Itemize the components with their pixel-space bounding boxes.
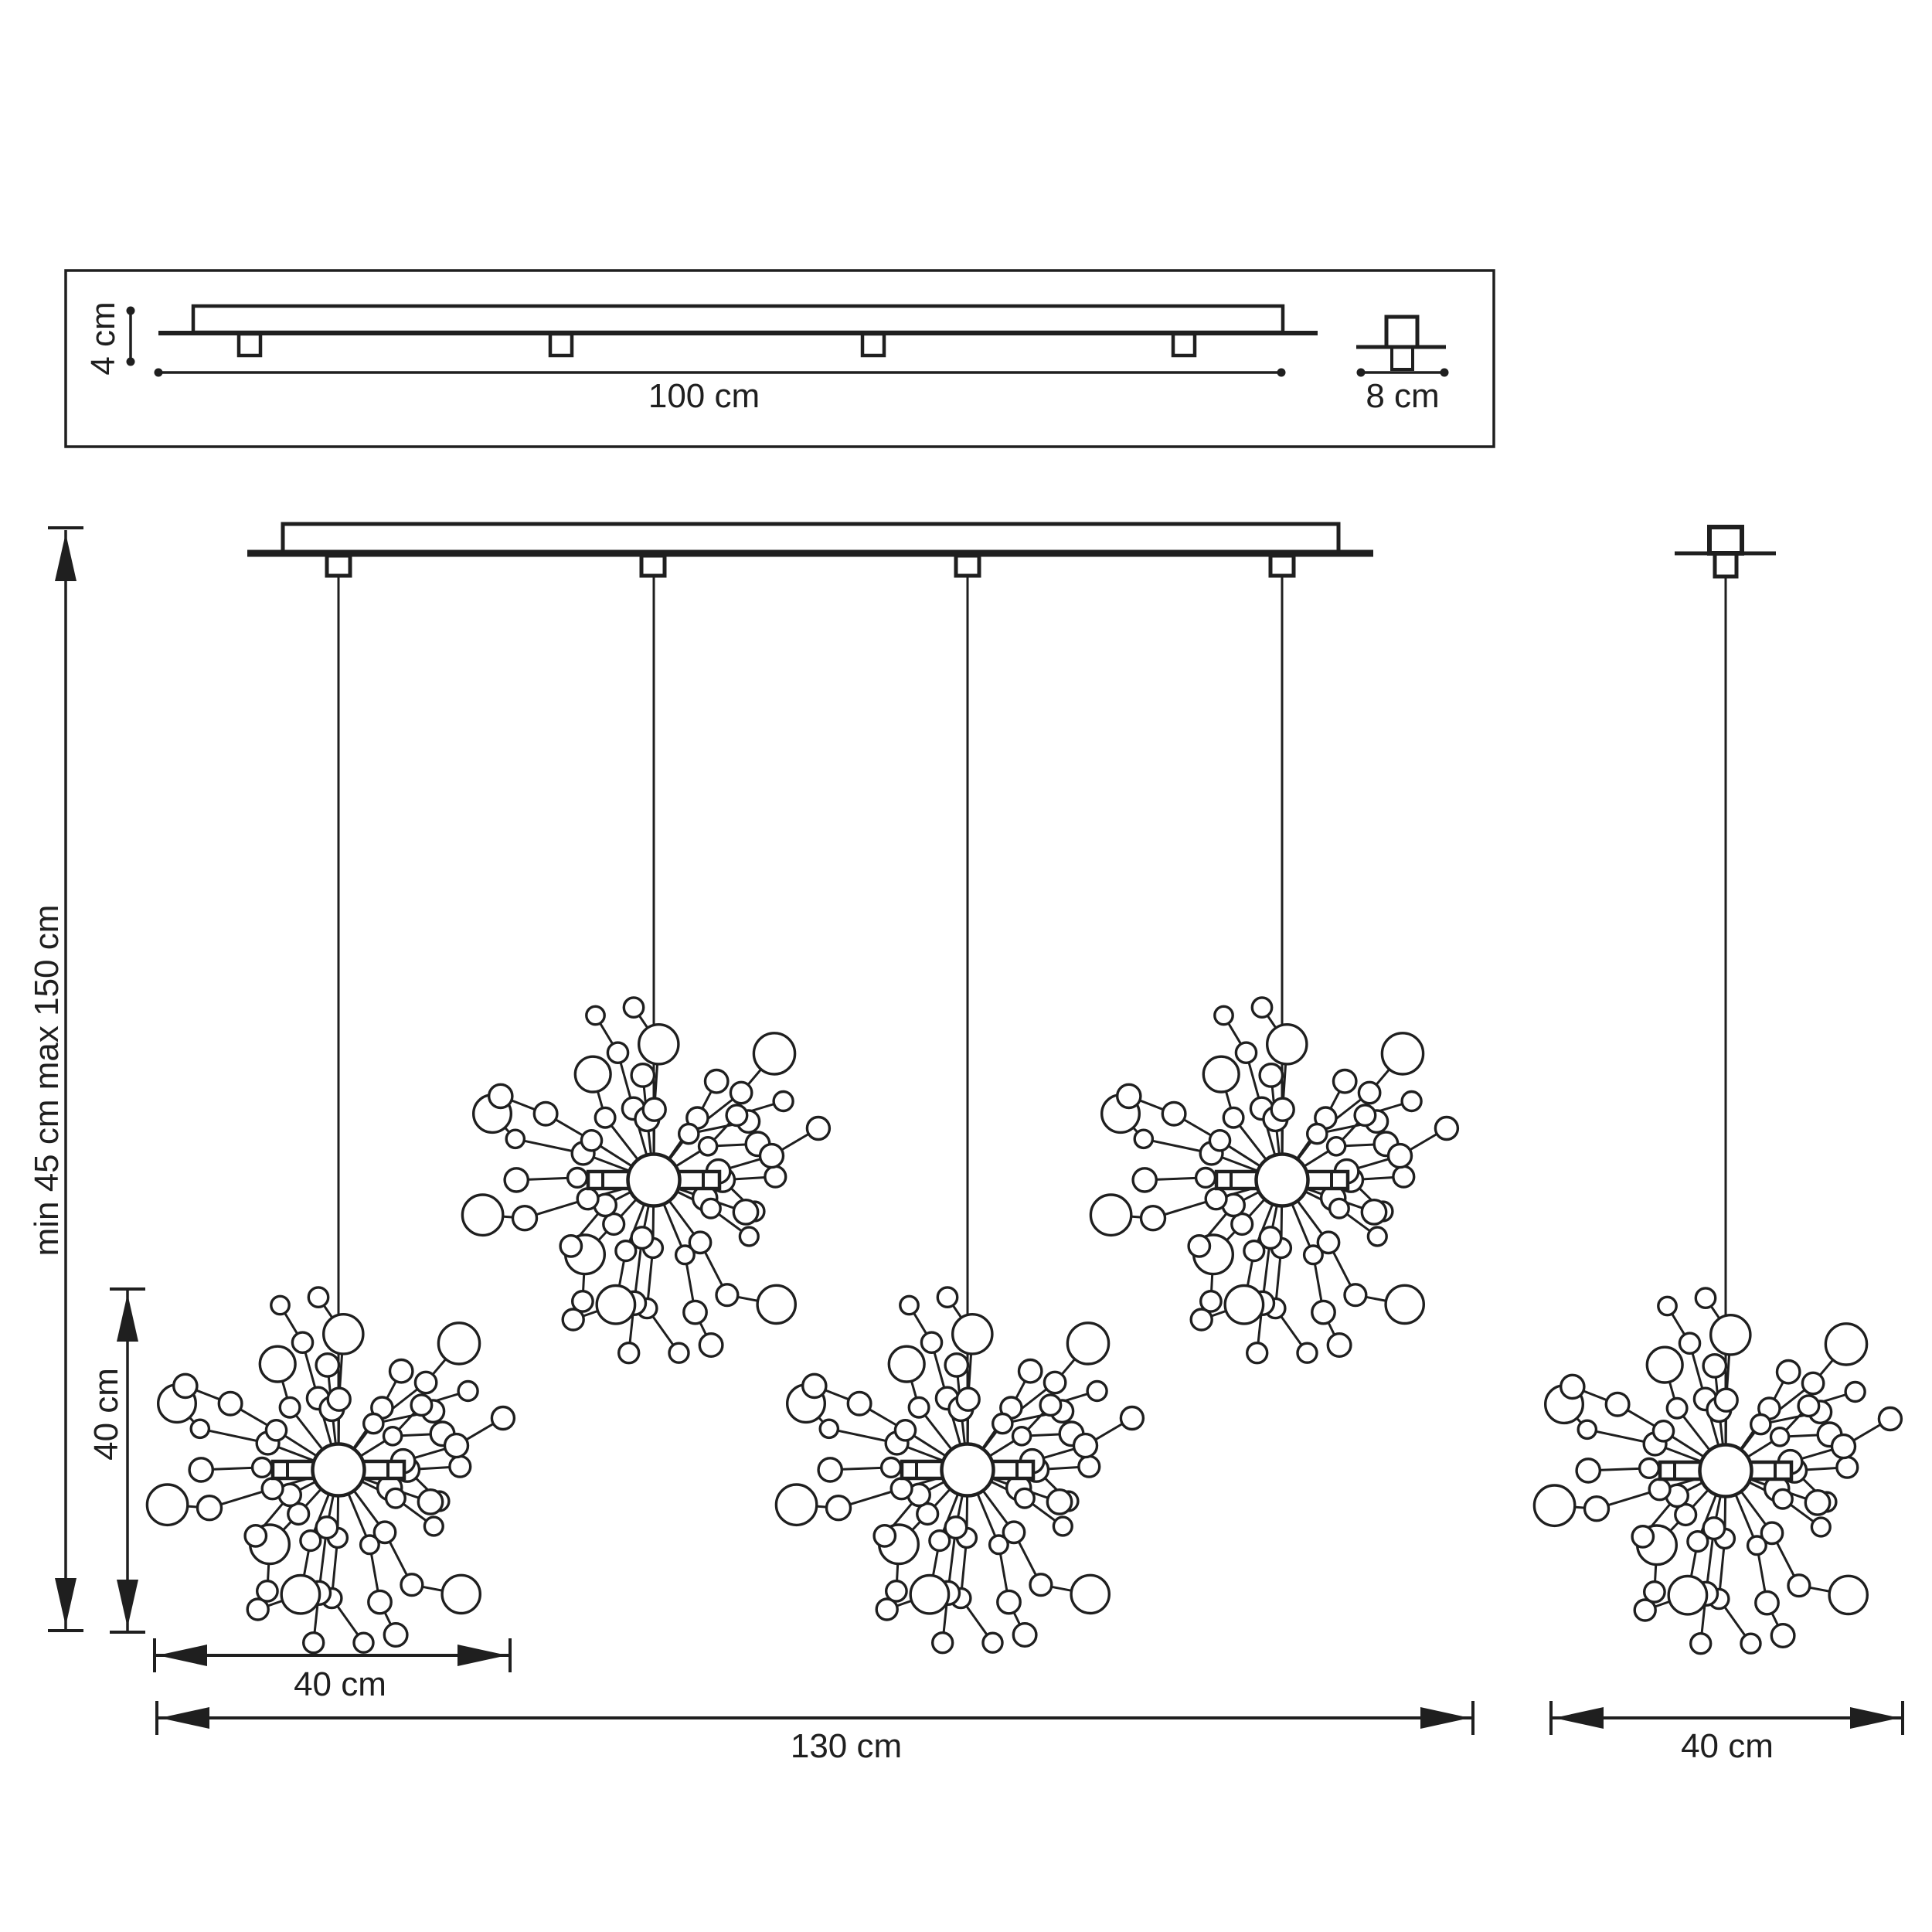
bulb-circle [1402, 1092, 1421, 1111]
bulb-circle [390, 1360, 413, 1383]
bulb-circle [1328, 1334, 1351, 1357]
bulb-circle [1640, 1459, 1659, 1478]
bulb-circle [740, 1227, 758, 1246]
bulb-circle [1649, 1479, 1670, 1500]
top-view-panel [66, 270, 1494, 447]
bulb-circle [624, 998, 643, 1017]
bulb-circle [384, 1427, 402, 1445]
bulb-circle [803, 1374, 826, 1397]
hanger-tab [550, 334, 572, 355]
bulb-circle [910, 1576, 948, 1614]
front-view [48, 524, 1903, 1735]
bulb-circle [1777, 1361, 1800, 1383]
bulb-circle [639, 1025, 679, 1064]
bulb-circle [384, 1624, 407, 1647]
hanger-tab [862, 334, 884, 355]
bulb-circle [1825, 1324, 1866, 1365]
bulb-circle [1435, 1117, 1458, 1140]
bulb-circle [1067, 1323, 1108, 1364]
bulb-circle [386, 1488, 406, 1508]
bulb-circle [450, 1456, 471, 1477]
bulb-circle [669, 1343, 689, 1362]
fixture-width-label: 130 cm [790, 1727, 903, 1765]
bulb-circle [1632, 1526, 1653, 1547]
canopy-side-view [1356, 317, 1446, 369]
panel-border [66, 270, 1494, 447]
single-head-width-label: 40 cm [1681, 1727, 1774, 1765]
bulb-circle [1334, 1070, 1356, 1093]
bulb-circle [1837, 1457, 1858, 1478]
bulb-circle [301, 1531, 321, 1551]
front-view-labels [28, 905, 1774, 1765]
bulb-circle [445, 1434, 468, 1458]
bulb-circle [1079, 1456, 1100, 1477]
bulb-circle [1362, 1200, 1386, 1224]
bulb-circle [1141, 1206, 1165, 1230]
cord-connector [956, 556, 979, 576]
bulb-circle [568, 1168, 587, 1188]
bulb-circle [933, 1633, 953, 1653]
bulb-circle [401, 1574, 423, 1596]
pendant-heads [147, 998, 1901, 1654]
bulb-circle [945, 1354, 968, 1376]
bulb-circle [765, 1166, 786, 1187]
bulb-circle [807, 1117, 829, 1140]
bulb-circle [1606, 1393, 1629, 1416]
bulb-circle [1206, 1189, 1226, 1209]
bulb-circle [1162, 1102, 1185, 1125]
bulb-circle [1658, 1297, 1676, 1315]
bulb-circle [1359, 1082, 1379, 1103]
bulb-circle [260, 1346, 295, 1382]
bulb-circle [684, 1301, 706, 1323]
bulb-circle [607, 1043, 628, 1063]
bulb-circle [990, 1536, 1009, 1554]
bulb-circle [1832, 1435, 1855, 1458]
bulb-circle [1561, 1375, 1584, 1398]
bulb-circle [818, 1458, 842, 1481]
bulb-circle [909, 1397, 929, 1417]
bulb-circle [882, 1458, 901, 1478]
bulb-circle [506, 1130, 524, 1148]
bulb-circle [1133, 1168, 1156, 1192]
bulb-circle [1189, 1236, 1209, 1257]
bulb-circle [774, 1092, 793, 1111]
bulb-circle [1647, 1347, 1682, 1383]
bulb-circle [937, 1287, 957, 1307]
bulb-circle [1247, 1343, 1267, 1363]
bulb-circle [1298, 1343, 1317, 1362]
bulb-circle [1798, 1396, 1819, 1417]
bulb-circle [1215, 1006, 1233, 1024]
bar-body [283, 524, 1338, 552]
bulb-circle [415, 1372, 436, 1393]
hanger-tab [239, 334, 260, 355]
bulb-circle [411, 1395, 432, 1416]
bulb-circle [1117, 1084, 1141, 1107]
bulb-circle [1015, 1488, 1035, 1508]
bulb-circle [1013, 1624, 1036, 1647]
bulb-circle [716, 1284, 738, 1306]
bulb-circle [458, 1382, 478, 1401]
bulb-circle [266, 1420, 286, 1440]
bulb-circle [1236, 1043, 1256, 1063]
bulb-circle [957, 1388, 979, 1410]
bulb-circle [513, 1206, 537, 1230]
bulb-circle [257, 1581, 277, 1601]
bulb-circle [1196, 1168, 1216, 1188]
bulb-circle [1645, 1582, 1665, 1602]
head-width-label: 40 cm [294, 1665, 386, 1703]
bulb-circle [1829, 1576, 1867, 1614]
bulb-circle [726, 1105, 747, 1126]
canopy-box-lower [1392, 347, 1413, 369]
bulb-circle [198, 1496, 222, 1520]
bulb-circle [560, 1236, 581, 1257]
bulb-circle [921, 1332, 941, 1352]
bulb-circle [616, 1241, 636, 1261]
bulb-circle [1071, 1575, 1109, 1613]
bulb-circle [1771, 1428, 1789, 1446]
bulb-circle [1090, 1195, 1131, 1235]
top-view-labels [84, 301, 1440, 415]
bulb-circle [1771, 1624, 1794, 1648]
bulb-circle [930, 1531, 950, 1551]
bulb-circle [1013, 1427, 1031, 1445]
bulb-circle [595, 1107, 615, 1128]
bulb-circle [424, 1517, 443, 1536]
canopy-box-upper [1709, 527, 1742, 553]
bulb-circle [619, 1343, 639, 1363]
bulb-circle [820, 1420, 838, 1437]
bulb-circle [189, 1458, 213, 1481]
bulb-circle [1534, 1485, 1574, 1526]
bulb-circle [191, 1420, 209, 1437]
head-height-label: 40 cm [87, 1368, 125, 1461]
bulb-circle [316, 1354, 338, 1376]
bulb-circle [1267, 1025, 1307, 1064]
bulb-circle [581, 1131, 601, 1151]
bulb-circle [1667, 1398, 1687, 1418]
bulb-circle [245, 1526, 266, 1546]
bulb-circle [324, 1315, 363, 1354]
hanger-tab [1173, 334, 1195, 355]
bulb-circle [573, 1291, 593, 1311]
bulb-circle [271, 1296, 289, 1314]
bulb-circle [280, 1397, 300, 1417]
bulb-circle [1019, 1360, 1042, 1383]
bulb-circle [1312, 1301, 1335, 1323]
dimension-bar-height [127, 307, 135, 366]
bulb-circle [1223, 1107, 1243, 1128]
bulb-circle [1711, 1315, 1750, 1355]
bulb-circle [900, 1296, 918, 1314]
bulb-circle [1304, 1246, 1323, 1264]
bulb-circle [886, 1581, 906, 1601]
bulb-circle [575, 1056, 611, 1092]
bulb-circle [1087, 1382, 1107, 1401]
mounting-bar-front-view [247, 524, 1373, 576]
center-sphere [628, 1155, 680, 1206]
bulb-circle [643, 1098, 665, 1121]
bulb-circle [998, 1590, 1020, 1613]
bulb-circle [442, 1575, 480, 1613]
bulb-circle [730, 1082, 751, 1103]
bulb-circle [1788, 1575, 1810, 1597]
bulb-circle [262, 1478, 283, 1499]
bulb-circle [1044, 1372, 1065, 1393]
cord-connector [1270, 556, 1294, 576]
bulb-circle [1201, 1291, 1221, 1311]
canopy-box-upper [1386, 317, 1417, 347]
bulb-circle [776, 1485, 816, 1525]
bulb-circle [587, 1006, 604, 1024]
bulb-circle [1382, 1033, 1423, 1074]
bulb-circle [462, 1195, 502, 1235]
bulb-circle [328, 1388, 350, 1410]
bulb-circle [1802, 1372, 1823, 1393]
bulb-circle [699, 1138, 717, 1155]
bulb-circle [895, 1420, 915, 1440]
bulb-circle [983, 1633, 1002, 1652]
bulb-circle [438, 1323, 479, 1364]
bulb-circle [492, 1407, 514, 1430]
dimension-bar-length [155, 369, 1286, 377]
bulb-circle [1879, 1408, 1901, 1430]
bulb-circle [369, 1590, 391, 1613]
canopy-width-label: 8 cm [1366, 377, 1440, 415]
bulb-circle [1578, 1420, 1596, 1438]
bulb-circle [1134, 1130, 1152, 1148]
bulb-circle [418, 1490, 442, 1514]
center-sphere [942, 1444, 994, 1496]
bulb-circle [489, 1084, 512, 1107]
suspension-label: min 45 cm max 150 cm [28, 904, 66, 1257]
pendant-head [776, 1287, 1143, 1653]
bulb-circle [1345, 1284, 1366, 1306]
bulb-circle [1121, 1407, 1143, 1430]
bulb-circle [1703, 1355, 1726, 1377]
bulb-circle [889, 1346, 924, 1382]
bulb-circle [874, 1526, 895, 1546]
bulb-circle [253, 1458, 272, 1478]
bulb-circle [953, 1315, 992, 1354]
bulb-circle [1741, 1634, 1760, 1653]
bulb-circle [1389, 1145, 1412, 1168]
bulb-circle [1715, 1389, 1737, 1411]
bulb-circle [1047, 1490, 1071, 1514]
bulb-circle [1030, 1574, 1052, 1596]
bulb-circle [308, 1287, 328, 1307]
bulb-circle [891, 1478, 912, 1499]
bulb-circle [733, 1200, 757, 1224]
bulb-circle [577, 1189, 598, 1209]
bulb-circle [1688, 1532, 1708, 1552]
bulb-circle [631, 1064, 654, 1087]
bulb-circle [1577, 1459, 1600, 1482]
bulb-circle [174, 1374, 197, 1397]
center-sphere [1257, 1155, 1308, 1206]
bulb-circle [679, 1124, 699, 1144]
bulb-circle [354, 1633, 373, 1652]
bulb-circle [1679, 1333, 1699, 1353]
bar-height-label: 4 cm [84, 301, 122, 376]
bulb-circle [304, 1633, 324, 1653]
bulb-circle [1203, 1056, 1239, 1092]
bulb-circle [1653, 1421, 1673, 1441]
bulb-circle [676, 1246, 695, 1264]
bulb-circle [505, 1168, 528, 1192]
bulb-circle [1751, 1415, 1770, 1434]
center-sphere [1700, 1445, 1752, 1497]
bulb-circle [1355, 1105, 1376, 1126]
bulb-circle [699, 1334, 723, 1357]
bulb-circle [1691, 1634, 1711, 1654]
bulb-circle [1811, 1518, 1830, 1536]
bulb-circle [1330, 1199, 1349, 1218]
bulb-circle [1308, 1124, 1327, 1144]
bulb-circle [1393, 1166, 1414, 1187]
bulb-circle [534, 1102, 557, 1125]
bulb-circle [1845, 1383, 1865, 1402]
bulb-circle [1040, 1395, 1061, 1416]
bulb-circle [993, 1414, 1012, 1434]
bulb-circle [1271, 1098, 1294, 1121]
bulb-circle [361, 1536, 379, 1554]
bulb-circle [1386, 1285, 1423, 1323]
bulb-circle [1244, 1241, 1264, 1261]
bar-length-label: 100 cm [648, 377, 760, 415]
cord-connector [641, 556, 665, 576]
mounting-bar-side-view [158, 306, 1318, 355]
bulb-circle [147, 1485, 187, 1525]
bulb-circle [1225, 1286, 1263, 1324]
suspension-cords [338, 576, 1282, 1470]
bulb-circle [1774, 1489, 1793, 1509]
bulb-circle [1368, 1227, 1386, 1246]
pendant-head [147, 1287, 514, 1653]
bulb-circle [1209, 1131, 1230, 1151]
bulb-circle [1696, 1288, 1715, 1308]
bulb-circle [1260, 1064, 1282, 1087]
cord-connector [327, 556, 350, 576]
pendant-head [1090, 998, 1458, 1363]
bulb-circle [702, 1199, 721, 1218]
bulb-circle [1756, 1591, 1778, 1614]
bulb-circle [364, 1414, 383, 1434]
bulb-circle [219, 1392, 242, 1415]
bulb-circle [1585, 1497, 1609, 1521]
bulb-circle [753, 1033, 794, 1074]
pendant-head [462, 998, 829, 1363]
center-sphere [313, 1444, 365, 1496]
bulb-circle [1252, 998, 1271, 1017]
bulb-circle [1328, 1138, 1345, 1155]
bulb-circle [848, 1392, 871, 1415]
bulb-circle [1748, 1536, 1767, 1555]
pendant-head [1534, 1288, 1901, 1654]
bulb-circle [1668, 1577, 1706, 1614]
bulb-circle [760, 1145, 784, 1168]
canopy-box-lower [1715, 553, 1736, 577]
bulb-circle [706, 1070, 728, 1093]
bulb-circle [281, 1576, 319, 1614]
bulb-circle [827, 1496, 851, 1520]
bulb-circle [757, 1285, 795, 1323]
bar-body [193, 306, 1283, 332]
bulb-circle [1053, 1517, 1072, 1536]
bulb-circle [1805, 1491, 1829, 1515]
bulb-circle [292, 1332, 312, 1352]
bulb-circle [597, 1286, 634, 1324]
bulb-circle [1074, 1434, 1097, 1458]
